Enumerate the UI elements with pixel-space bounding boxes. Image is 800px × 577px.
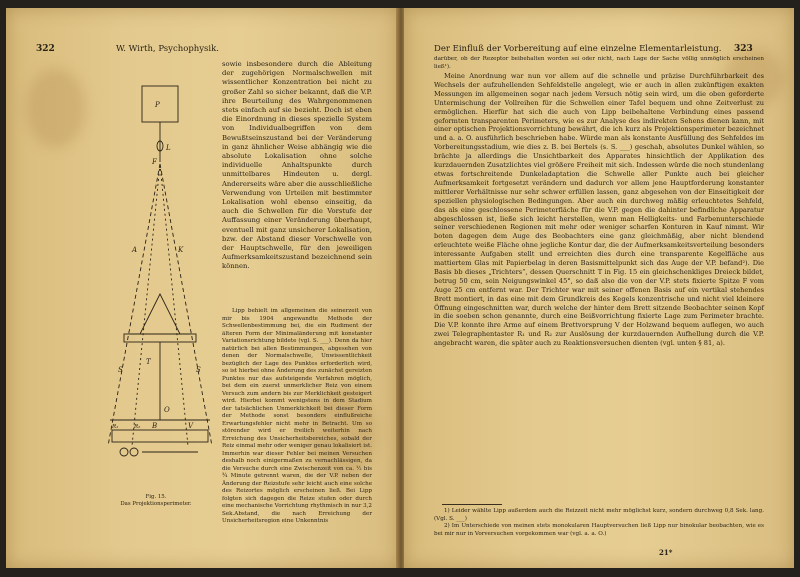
signature-mark: 21*	[659, 548, 673, 557]
right-intro-paragraph	[434, 56, 764, 71]
figure-ray-left-inner	[132, 164, 160, 446]
figure-label-p: P	[155, 101, 160, 109]
figure-ray-right-inner	[160, 164, 188, 446]
footnote-rule	[442, 504, 502, 505]
left-running-head: W. Wirth, Psychophysik.	[116, 44, 219, 54]
footnote-1: 1) Leider wählte Lipp außerdem auch die Reizzeit nicht mehr möglichst kurz, sondern durchweg 0,8 Sek. lang. (Vgl. S. ___)	[434, 508, 764, 522]
figure-label-r2: R₂	[134, 424, 141, 430]
figure-key-r1	[120, 448, 128, 456]
figure-ray-left-outer	[108, 164, 160, 446]
figure-funnel-triangle	[140, 294, 180, 334]
figure-label-o: O	[164, 406, 170, 414]
paper-stain	[26, 68, 86, 148]
figure-caption	[66, 494, 246, 508]
figure-number: Fig. 15.	[145, 494, 167, 500]
figure-label-a: A	[132, 246, 138, 254]
figure-label-k: K	[178, 246, 184, 254]
right-main-paragraph	[434, 72, 764, 348]
figure-label-f: F	[152, 158, 157, 166]
figure-label-s-right: S	[196, 366, 201, 374]
left-small-text: Lipp behielt im allgemeinen die seinerzeit von mir bis 1904 angewandte Methode der Schwellenbestimmung bei, die ein Rudiment der älteren Form der Minimaländerung mit konstanter Variationsrichtung bildete (vgl. S. ___). Denn da hier natürlich bei allen Bestimmungen, abgesehen von denen der Normalschwelle, Unwissentlichkeit bezüglich der Lage des Punktes erforderlich wird, so ist hierbei ohne Änderung des zunächst gereizten Punktes nur das aufsteigende Verfahren möglich, bei dem ein zuerst unmerklicher Reiz von einem Versuch zum andern bis zur Merklichkeit gesteigert wird. Hierbei kommt wenigstens in dem Stadium der tatsächlichen Unmerklichkeit bei dieser Form der Methode sonst besonders einflußreiche Erwartungsfehler nicht mehr in Betracht. Um so störender wird er freilich weiterhin nach Erreichung des Unsicherheitsbereiches, sobald der Reiz einmal mehr oder weniger genau lokalisiert ist. Immerhin war dieser Fehler bei meinen Versuchen deshalb noch einigermaßen zu vernachlässigen, da die Versuche durch eine Zwischenzeit von ca. ½ bis ¾ Minute getrennt waren, die der V.P. neben der Änderung der Reizstufe sehr leicht auch eine solche des Reizortes möglich erscheinen ließ. Bei Lipp folgten sich dagegen die Reize stufen oder durch eine mechanische Vorrichtung rhythmisch in nur 3,2 Sek.Abstand, die nach Erreichung der Unsicherheitsregion eine Unkenntnis	[222, 308, 372, 524]
right-page	[404, 8, 794, 568]
figure-label-b: B	[152, 422, 158, 430]
figure-stand	[112, 430, 208, 442]
figure-label-t: T	[146, 358, 151, 366]
figure-label-v: V	[188, 422, 194, 430]
figure-title: Das Projektionsperimeter.	[120, 501, 192, 507]
figure-board	[124, 334, 196, 342]
left-body-text: sowie insbesondere durch die Ableitung der zugehörigen Normalschwellen mit wissentlicher Konzentration bei nicht zu großer Zahl so sicher bekannt, daß die V.P. ihre Beurteilung des Wahrgenommenen stets einfach auf sie bezieht. Doch ist eben die Einordnung in dieses spezielle System von Individualbegriffen von dem Bewußtseinszustand bei der Veränderung in ganz ähnlicher Weise abhängig wie die absolute Lokalisation ohne solche individuelle Anhaltspunkte durch unmittelbares Hindeuten u. dergl. Andererseits wäre aber die ausschließliche Verwendung von Urteilen mit bestimmter Lokalisation wohl ebenso einseitig, da auch die Schwellen für die Vorstufe der Auffassung einer Veränderung überhaupt, eventuell mit ganz unsicherer Lokalisation, bzw. der Abstand dieser Vorschwelle von der Hauptschwelle, für den jeweiligen Aufmerksamkeitszustand bezeichnend sein können.	[222, 60, 372, 271]
left-upper-paragraph	[222, 60, 372, 272]
right-body-text: Meine Anordnung war nun vor allem auf die schnelle und präzise Durchführbarkeit des Wechsels der aufzuhellenden Sehfeldstelle angelegt, wie er auch in allen zukünftigen exakten Messungen im allgemeinen sogar nach jedem Versuch nötig sein wird, um die oben geforderte Untermischung der Vollreihen für die Schwellen einer Tafel bequem und ohne Zeitverlust zu ermöglichen. Hierfür hat sich die auch von Lipp beibehaltene Verbindung eines passend geformten transparenten Perimeters, wie es zur Analyse des indirekten Sehens dienen kann, mit einer optischen Projektionsvorrichtung bewährt, die ich kurz als Projektionsperimeter bezeichnet und a. a. O. ausführlich beschrieben habe. Würde man als konstante Ausfüllung des Sehfeldes im Vorbereitungsstadium, wie dies z. B. bei Bertels (s. S. ___) geschah, absolutes Dunkel wählen, so brächte ja allerdings die Unsichtbarkeit des Apparates hinsichtlich der Applikation des kurzdauernden Zusatzlichtes viel größere Freiheit mit sich. Indessen würde die noch stundenlang etwas fortschreitende Dunkeladaptation die Schwelle aller Punkte auch bei gleicher Aufmerksamkeit fortgesetzt verändern und dadurch vor allem jene Hauptforderung konstanter mittlerer Verhältnisse nur sehr schwer erfüllen lassen, ganz abgesehen von der Einseitigkeit der speziellen physiologischen Bedingungen. Aber auch ein durchweg mäßig erleuchtetes Sehfeld, das als eine geschlossene Perimeterfläche für die V.P. gegen die dahinter befindliche Apparatur abgeschlossen ist, ließe sich leicht herstellen, wenn man Helligkeits- und Farbenunterschiede seiner verschiedenen Regionen mit mehr oder weniger scharfen Konturen in Kauf nimmt. Wir boten dagegen dem Auge des Beobachters eine ganz gleichmäßig, aber nicht blendend erleuchtete weiße Fläche ohne jegliche Kontur dar, die der Aufmerksamkeitsverteilung besonders interessante Aufgaben stellt und erreichten dies durch eine transparente Kegelfläche aus mattiertem Glas mit Papierbelag in deren Basismittelpunkt sich das Auge der V.P. befand²). Die Basis bb dieses „Trichters“, dessen Querschnitt T in Fig. 15 ein gleichschenkliges Dreieck bildet, betrug 50 cm, sein Neigungswinkel 45°, so daß also die von der V.P. stets fixierte Spitze F vom Auge 25 cm entfernt war. Der Trichter war mit seiner offenen Basis auf ein vertikal stehendes Brett montiert, in das eine mit dem Grundkreis des Kegels konzentrische und nicht viel kleinere Öffnung eingeschnitten war, durch welche der hinter dem Brett sitzende Beobachter seinen Kopf in die soeben schon genannte, durch eine Beißvorrichtung fixierte Lage zum Perimeter brachte. Die V.P. konnte ihre Arme auf einem Brettvorsprung V der Holzwand bequem auflegen, wo auch zwei Telegraphentaster R₁ und R₂ zur Auslösung der kurzdauernden Aufhellung durch die V.P. angebracht waren, die später auch zu Reaktionsversuchen dienten (vgl. unten § 81, a).	[434, 72, 764, 348]
figure-label-r1: R₁	[112, 424, 119, 430]
left-page	[6, 8, 398, 568]
projection-perimeter-figure	[102, 72, 218, 494]
left-page-number: 322	[36, 44, 55, 54]
right-page-number: 323	[734, 44, 753, 54]
right-intro-text: darüber, ob der Rezeptor beibehalten worden sei oder nicht, nach Lage der Sache völlig unmöglich erscheinen ließ¹).	[434, 56, 764, 70]
right-running-head: Der Einfluß der Vorbereitung auf eine einzelne Elementarleistung.	[434, 44, 722, 54]
figure-ray-right-outer	[160, 164, 212, 446]
footnote-2: 2) Im Unterschiede von meinen stets monokularen Hauptversuchen ließ Lipp nur binokular beobachten, wie es bei mir nur in Vorversuchen vorgekommen war (vgl. a. a. O.)	[434, 523, 764, 537]
footnotes	[434, 508, 764, 538]
figure-label-l: L	[166, 144, 171, 152]
left-lower-paragraph	[222, 308, 372, 526]
figure-key-r2	[130, 448, 138, 456]
figure-label-s-left: S	[118, 366, 123, 374]
figure-box-p	[142, 86, 178, 122]
